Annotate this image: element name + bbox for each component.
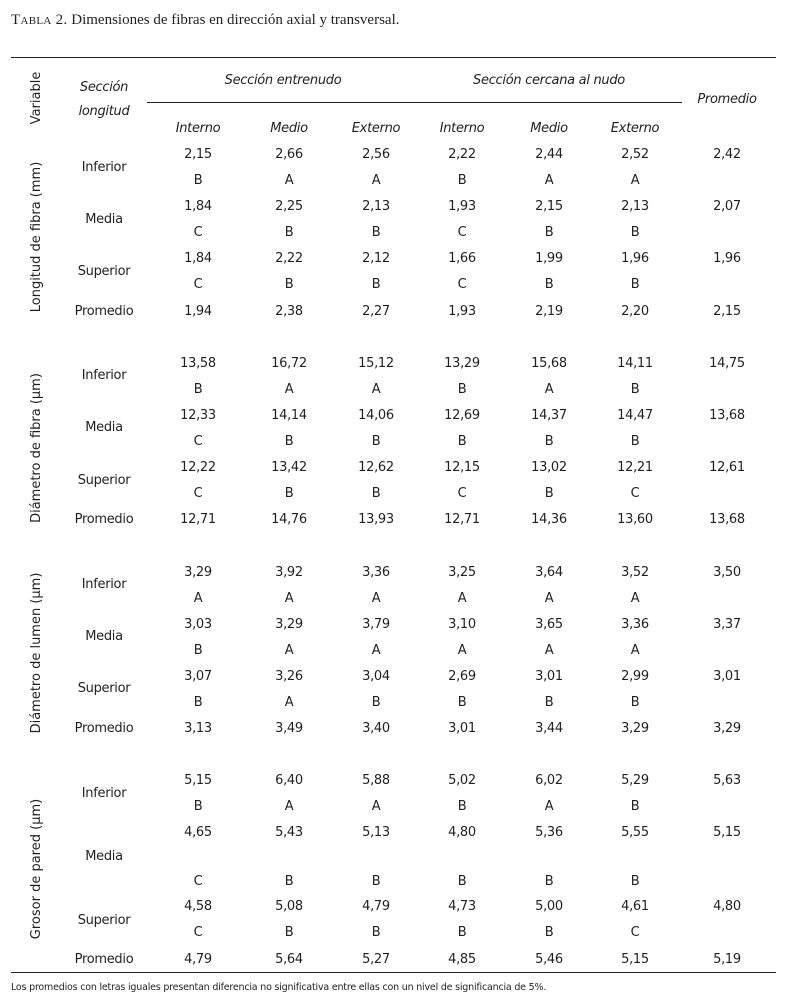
significance-letter: B bbox=[544, 277, 554, 292]
value-cell: 12,71 bbox=[180, 512, 216, 527]
value-cell: 5,15 bbox=[184, 773, 212, 788]
significance-letter: B bbox=[630, 695, 640, 710]
value-cell: 3,01 bbox=[448, 721, 476, 736]
significance-letter: C bbox=[193, 434, 203, 449]
row-label: Media bbox=[85, 849, 123, 864]
row-promedio: 2,15 bbox=[713, 304, 741, 319]
significance-letter: B bbox=[284, 874, 294, 889]
header-variable: Variable bbox=[29, 71, 44, 125]
significance-letter: B bbox=[193, 695, 203, 710]
value-cell: 5,64 bbox=[275, 952, 303, 967]
row-promedio: 2,07 bbox=[713, 199, 741, 214]
significance-letter: A bbox=[544, 591, 554, 606]
group-underline bbox=[147, 102, 682, 103]
value-cell: 12,33 bbox=[180, 408, 216, 423]
row-label: Promedio bbox=[74, 512, 134, 527]
value-cell: 5,29 bbox=[621, 773, 649, 788]
significance-letter: A bbox=[284, 695, 294, 710]
variable-label-grosor-pared: Grosor de pared (µm) bbox=[29, 798, 44, 940]
row-label: Media bbox=[85, 629, 123, 644]
significance-letter: B bbox=[457, 695, 467, 710]
value-cell: 5,08 bbox=[275, 899, 303, 914]
significance-letter: A bbox=[193, 591, 203, 606]
value-cell: 3,64 bbox=[535, 565, 563, 580]
value-cell: 3,44 bbox=[535, 721, 563, 736]
value-cell: 5,02 bbox=[448, 773, 476, 788]
variable-label-diametro-lumen: Diámetro de lumen (µm) bbox=[29, 572, 44, 734]
value-cell: 2,13 bbox=[362, 199, 390, 214]
header-seccion: Sección bbox=[79, 80, 129, 95]
value-cell: 2,38 bbox=[275, 304, 303, 319]
variable-label-longitud-fibra: Longitud de fibra (mm) bbox=[29, 161, 44, 313]
header-seccion-entrenudo: Sección entrenudo bbox=[224, 73, 342, 88]
value-cell: 3,26 bbox=[275, 669, 303, 684]
table-caption bbox=[11, 12, 400, 29]
value-cell: 1,93 bbox=[448, 304, 476, 319]
significance-letter: B bbox=[193, 799, 203, 814]
value-cell: 5,55 bbox=[621, 825, 649, 840]
value-cell: 4,65 bbox=[184, 825, 212, 840]
value-cell: 3,79 bbox=[362, 617, 390, 632]
row-promedio: 5,63 bbox=[713, 773, 741, 788]
significance-letter: B bbox=[544, 695, 554, 710]
value-cell: 3,36 bbox=[621, 617, 649, 632]
value-cell: 4,61 bbox=[621, 899, 649, 914]
footnote: Los promedios con letras iguales presentan diferencia no significativa entre ellas con un nivel de significancia de 5%. bbox=[11, 982, 547, 993]
value-cell: 1,84 bbox=[184, 251, 212, 266]
bottom-rule bbox=[11, 972, 776, 973]
value-cell: 12,69 bbox=[444, 408, 480, 423]
significance-letter: B bbox=[544, 225, 554, 240]
row-promedio: 3,29 bbox=[713, 721, 741, 736]
value-cell: 13,02 bbox=[531, 460, 567, 475]
significance-letter: B bbox=[371, 486, 381, 501]
subheader-medio: Medio bbox=[270, 121, 308, 136]
value-cell: 13,42 bbox=[271, 460, 307, 475]
value-cell: 2,15 bbox=[535, 199, 563, 214]
value-cell: 1,96 bbox=[621, 251, 649, 266]
significance-letter: B bbox=[284, 486, 294, 501]
value-cell: 3,29 bbox=[184, 565, 212, 580]
value-cell: 5,88 bbox=[362, 773, 390, 788]
value-cell: 15,12 bbox=[358, 356, 394, 371]
row-label: Inferior bbox=[81, 160, 127, 175]
row-label: Superior bbox=[77, 264, 131, 279]
significance-letter: A bbox=[284, 591, 294, 606]
row-label: Inferior bbox=[81, 577, 127, 592]
value-cell: 3,13 bbox=[184, 721, 212, 736]
variable-label-diametro-fibra: Diámetro de fibra (µm) bbox=[29, 373, 44, 523]
significance-letter: B bbox=[630, 434, 640, 449]
value-cell: 16,72 bbox=[271, 356, 307, 371]
significance-letter: B bbox=[630, 799, 640, 814]
value-cell: 6,02 bbox=[535, 773, 563, 788]
row-promedio: 5,19 bbox=[713, 952, 741, 967]
significance-letter: C bbox=[193, 277, 203, 292]
table-number: Tabla 2. bbox=[11, 12, 68, 28]
significance-letter: B bbox=[371, 695, 381, 710]
significance-letter: C bbox=[457, 277, 467, 292]
value-cell: 5,15 bbox=[621, 952, 649, 967]
value-cell: 1,84 bbox=[184, 199, 212, 214]
value-cell: 2,12 bbox=[362, 251, 390, 266]
significance-letter: B bbox=[284, 277, 294, 292]
significance-letter: B bbox=[630, 874, 640, 889]
significance-letter: B bbox=[544, 925, 554, 940]
value-cell: 15,68 bbox=[531, 356, 567, 371]
value-cell: 5,43 bbox=[275, 825, 303, 840]
value-cell: 2,22 bbox=[448, 147, 476, 162]
row-promedio: 13,68 bbox=[709, 512, 745, 527]
value-cell: 2,25 bbox=[275, 199, 303, 214]
header-seccion-nudo: Sección cercana al nudo bbox=[473, 73, 625, 88]
value-cell: 2,13 bbox=[621, 199, 649, 214]
significance-letter: B bbox=[193, 643, 203, 658]
significance-letter: B bbox=[544, 434, 554, 449]
significance-letter: A bbox=[544, 643, 554, 658]
row-promedio: 4,80 bbox=[713, 899, 741, 914]
significance-letter: A bbox=[630, 173, 640, 188]
row-label: Media bbox=[85, 212, 123, 227]
value-cell: 3,36 bbox=[362, 565, 390, 580]
subheader-interno: Interno bbox=[439, 121, 485, 136]
value-cell: 4,58 bbox=[184, 899, 212, 914]
row-label: Superior bbox=[77, 913, 131, 928]
row-label: Promedio bbox=[74, 721, 134, 736]
value-cell: 1,99 bbox=[535, 251, 563, 266]
value-cell: 4,79 bbox=[362, 899, 390, 914]
subheader-externo: Externo bbox=[610, 121, 660, 136]
value-cell: 14,37 bbox=[531, 408, 567, 423]
value-cell: 13,60 bbox=[617, 512, 653, 527]
significance-letter: C bbox=[457, 225, 467, 240]
significance-letter: B bbox=[544, 874, 554, 889]
top-rule bbox=[11, 57, 776, 58]
significance-letter: B bbox=[457, 173, 467, 188]
significance-letter: C bbox=[457, 486, 467, 501]
row-label: Media bbox=[85, 420, 123, 435]
subheader-externo: Externo bbox=[351, 121, 401, 136]
value-cell: 2,99 bbox=[621, 669, 649, 684]
significance-letter: B bbox=[371, 277, 381, 292]
row-promedio: 3,37 bbox=[713, 617, 741, 632]
value-cell: 6,40 bbox=[275, 773, 303, 788]
row-promedio: 13,68 bbox=[709, 408, 745, 423]
significance-letter: A bbox=[544, 173, 554, 188]
value-cell: 3,65 bbox=[535, 617, 563, 632]
significance-letter: A bbox=[371, 173, 381, 188]
significance-letter: C bbox=[630, 925, 640, 940]
value-cell: 5,13 bbox=[362, 825, 390, 840]
header-promedio: Promedio bbox=[697, 92, 757, 107]
value-cell: 14,36 bbox=[531, 512, 567, 527]
significance-letter: B bbox=[457, 382, 467, 397]
significance-letter: B bbox=[371, 925, 381, 940]
value-cell: 12,15 bbox=[444, 460, 480, 475]
significance-letter: A bbox=[371, 799, 381, 814]
value-cell: 12,22 bbox=[180, 460, 216, 475]
value-cell: 1,93 bbox=[448, 199, 476, 214]
significance-letter: A bbox=[371, 643, 381, 658]
value-cell: 1,66 bbox=[448, 251, 476, 266]
value-cell: 4,73 bbox=[448, 899, 476, 914]
row-promedio: 12,61 bbox=[709, 460, 745, 475]
value-cell: 4,79 bbox=[184, 952, 212, 967]
significance-letter: B bbox=[457, 925, 467, 940]
value-cell: 4,85 bbox=[448, 952, 476, 967]
significance-letter: B bbox=[193, 173, 203, 188]
significance-letter: A bbox=[284, 799, 294, 814]
row-promedio: 3,01 bbox=[713, 669, 741, 684]
significance-letter: A bbox=[371, 591, 381, 606]
significance-letter: B bbox=[544, 486, 554, 501]
significance-letter: A bbox=[544, 799, 554, 814]
value-cell: 2,52 bbox=[621, 147, 649, 162]
header-longitud: longitud bbox=[78, 104, 130, 119]
significance-letter: B bbox=[284, 925, 294, 940]
value-cell: 14,76 bbox=[271, 512, 307, 527]
value-cell: 12,62 bbox=[358, 460, 394, 475]
significance-letter: A bbox=[630, 591, 640, 606]
significance-letter: B bbox=[457, 799, 467, 814]
value-cell: 3,03 bbox=[184, 617, 212, 632]
value-cell: 3,10 bbox=[448, 617, 476, 632]
significance-letter: C bbox=[630, 486, 640, 501]
significance-letter: B bbox=[193, 382, 203, 397]
value-cell: 3,04 bbox=[362, 669, 390, 684]
row-label: Superior bbox=[77, 681, 131, 696]
value-cell: 5,00 bbox=[535, 899, 563, 914]
value-cell: 5,36 bbox=[535, 825, 563, 840]
significance-letter: C bbox=[193, 925, 203, 940]
value-cell: 12,71 bbox=[444, 512, 480, 527]
value-cell: 14,47 bbox=[617, 408, 653, 423]
significance-letter: B bbox=[284, 225, 294, 240]
row-label: Promedio bbox=[74, 304, 134, 319]
significance-letter: A bbox=[284, 643, 294, 658]
row-promedio: 2,42 bbox=[713, 147, 741, 162]
value-cell: 13,93 bbox=[358, 512, 394, 527]
value-cell: 3,07 bbox=[184, 669, 212, 684]
significance-letter: C bbox=[193, 225, 203, 240]
value-cell: 14,11 bbox=[617, 356, 653, 371]
row-label: Promedio bbox=[74, 952, 134, 967]
value-cell: 2,66 bbox=[275, 147, 303, 162]
significance-letter: B bbox=[457, 434, 467, 449]
value-cell: 2,27 bbox=[362, 304, 390, 319]
value-cell: 2,15 bbox=[184, 147, 212, 162]
significance-letter: C bbox=[193, 486, 203, 501]
significance-letter: A bbox=[544, 382, 554, 397]
significance-letter: B bbox=[284, 434, 294, 449]
significance-letter: B bbox=[371, 874, 381, 889]
value-cell: 2,22 bbox=[275, 251, 303, 266]
value-cell: 1,94 bbox=[184, 304, 212, 319]
significance-letter: B bbox=[630, 382, 640, 397]
significance-letter: C bbox=[193, 874, 203, 889]
significance-letter: A bbox=[457, 643, 467, 658]
significance-letter: B bbox=[371, 225, 381, 240]
significance-letter: A bbox=[371, 382, 381, 397]
significance-letter: B bbox=[630, 225, 640, 240]
table-title: Dimensiones de fibras en dirección axial y transversal. bbox=[71, 12, 400, 28]
value-cell: 2,69 bbox=[448, 669, 476, 684]
row-label: Inferior bbox=[81, 786, 127, 801]
significance-letter: B bbox=[630, 277, 640, 292]
value-cell: 5,27 bbox=[362, 952, 390, 967]
row-label: Inferior bbox=[81, 368, 127, 383]
significance-letter: A bbox=[630, 643, 640, 658]
row-promedio: 3,50 bbox=[713, 565, 741, 580]
value-cell: 4,80 bbox=[448, 825, 476, 840]
subheader-medio: Medio bbox=[530, 121, 568, 136]
value-cell: 2,56 bbox=[362, 147, 390, 162]
row-promedio: 1,96 bbox=[713, 251, 741, 266]
row-label: Superior bbox=[77, 473, 131, 488]
row-promedio: 14,75 bbox=[709, 356, 745, 371]
value-cell: 3,29 bbox=[621, 721, 649, 736]
value-cell: 5,46 bbox=[535, 952, 563, 967]
value-cell: 2,20 bbox=[621, 304, 649, 319]
value-cell: 13,58 bbox=[180, 356, 216, 371]
value-cell: 3,92 bbox=[275, 565, 303, 580]
value-cell: 3,25 bbox=[448, 565, 476, 580]
value-cell: 3,01 bbox=[535, 669, 563, 684]
significance-letter: A bbox=[457, 591, 467, 606]
value-cell: 12,21 bbox=[617, 460, 653, 475]
value-cell: 3,40 bbox=[362, 721, 390, 736]
significance-letter: B bbox=[457, 874, 467, 889]
significance-letter: B bbox=[371, 434, 381, 449]
value-cell: 14,14 bbox=[271, 408, 307, 423]
value-cell: 2,44 bbox=[535, 147, 563, 162]
value-cell: 13,29 bbox=[444, 356, 480, 371]
significance-letter: A bbox=[284, 173, 294, 188]
significance-letter: A bbox=[284, 382, 294, 397]
subheader-interno: Interno bbox=[175, 121, 221, 136]
value-cell: 3,49 bbox=[275, 721, 303, 736]
value-cell: 14,06 bbox=[358, 408, 394, 423]
value-cell: 2,19 bbox=[535, 304, 563, 319]
row-promedio: 5,15 bbox=[713, 825, 741, 840]
value-cell: 3,52 bbox=[621, 565, 649, 580]
value-cell: 3,29 bbox=[275, 617, 303, 632]
